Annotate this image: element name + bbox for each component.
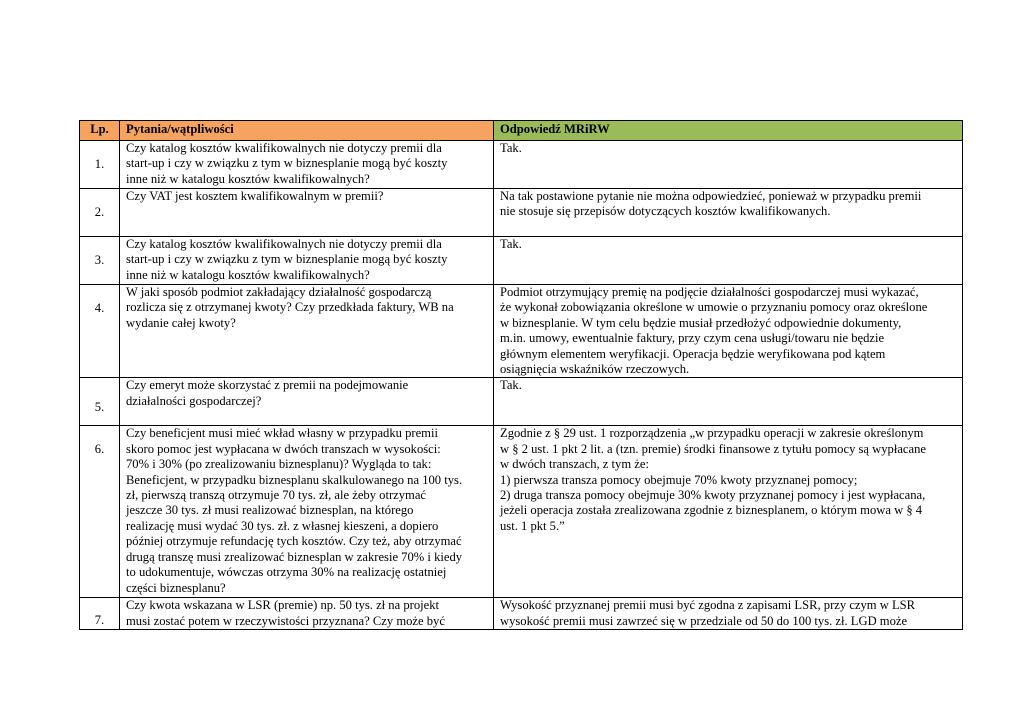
- question-text: Czy katalog kosztów kwalifikowalnych nie dotyczy premii dla start-up i czy w związku z tym w biznesplanie mogą być koszty inne niż w katalogu kosztów kwalifikowalnych?: [126, 237, 448, 282]
- answer-text: Tak.: [500, 141, 522, 155]
- question-text: Czy beneficjent musi mieć wkład własny w przypadku premii skoro pomoc jest wypłacana w dwóch transzach w wysokości: 70% i 30% (po zrealizowaniu biznesplanu)? Wygląda to tak: Beneficjent, w przypadku biznesplanu skalkulowanego na 100 tys. zł, pierwszą transzą otrzymuje 70 tys. zł, ale żeby otrzymać jeszcze 30 tys. zł musi realizować biznesplan, na którego realizację musi wydać 30 tys. zł. z własnej kieszeni, a dopiero później otrzymuje refundację tych kosztów. Czy też, aby otrzymać drugą transzę musi zrealizować biznesplan w zakresie 70% i kiedy to udokumentuje, wówczas otrzyma 30% na realizację ostatniej części biznesplanu?: [126, 426, 463, 595]
- answer-cell: [494, 426, 963, 598]
- question-text: Czy kwota wskazana w LSR (premie) np. 50 tys. zł na projekt musi zostać potem w rzeczywistości przyznana? Czy może być: [126, 598, 445, 628]
- question-text: Czy VAT jest kosztem kwalifikowalnym w premii?: [126, 189, 384, 203]
- table-row: [80, 378, 963, 426]
- answer-cell: [494, 285, 963, 378]
- question-text: W jaki sposób podmiot zakładający działalność gospodarczą rozlicza się z otrzymanej kwoty? Czy przedkłada faktury, WB na wydanie całej kwoty?: [126, 285, 454, 330]
- row-number: 4.: [80, 285, 120, 378]
- row-number: 1.: [80, 141, 120, 189]
- header-lp: Lp.: [80, 121, 120, 141]
- row-number: 7.: [80, 598, 120, 630]
- header-questions: Pytania/wątpliwości: [120, 121, 494, 141]
- answer-cell: [494, 189, 963, 237]
- question-cell: [120, 378, 494, 426]
- table-row: [80, 189, 963, 237]
- row-number: 6.: [80, 426, 120, 598]
- table-row: [80, 426, 963, 598]
- question-cell: [120, 237, 494, 285]
- table-row: [80, 598, 963, 630]
- answer-cell: [494, 598, 963, 630]
- answer-text: Zgodnie z § 29 ust. 1 rozporządzenia „w przypadku operacji w zakresie określonym w § 2 ust. 1 pkt 2 lit. a (tzn. premie) środki finansowe z tytułu pomocy są wypłacane w dwóch transzach, z tym że: 1) pierwsza transza pomocy obejmuje 70% kwoty przyznanej pomocy; 2) druga transza pomocy obejmuje 30% kwoty przyznanej pomocy i jest wypłacana, jeżeli operacja została zrealizowana zgodnie z biznesplanem, o którym mowa w § 4 ust. 1 pkt 5.”: [500, 426, 926, 533]
- row-number: 3.: [80, 237, 120, 285]
- question-text: Czy emeryt może skorzystać z premii na podejmowanie działalności gospodarczej?: [126, 378, 409, 408]
- answer-text: Tak.: [500, 237, 522, 251]
- question-cell: [120, 141, 494, 189]
- question-cell: [120, 285, 494, 378]
- answer-cell: [494, 378, 963, 426]
- row-number: 5.: [80, 378, 120, 426]
- answer-text: Podmiot otrzymujący premię na podjęcie działalności gospodarczej musi wykazać, że wykonał zobowiązania określone w umowie o przyznaniu pomocy oraz określone w biznesplanie. W tym celu będzie musiał przedłożyć odpowiednie dokumenty, m.in. umowy, ewentualnie faktury, przy czym cena usługi/towaru nie będzie głównym elementem weryfikacji. Operacja będzie weryfikowana pod kątem osiągnięcia wskaźników rzeczowych.: [500, 285, 928, 377]
- question-cell: [120, 598, 494, 630]
- row-number: 2.: [80, 189, 120, 237]
- table-row: [80, 237, 963, 285]
- table-header-row: [80, 121, 963, 141]
- answer-cell: [494, 237, 963, 285]
- question-cell: [120, 189, 494, 237]
- answer-text: Tak.: [500, 378, 522, 393]
- question-text: Czy katalog kosztów kwalifikowalnych nie dotyczy premii dla start-up i czy w związku z tym w biznesplanie mogą być koszty inne niż w katalogu kosztów kwalifikowalnych?: [126, 141, 448, 186]
- answer-cell: [494, 141, 963, 189]
- table-row: [80, 141, 963, 189]
- table-row: [80, 285, 963, 378]
- answer-text: Na tak postawione pytanie nie można odpowiedzieć, ponieważ w przypadku premii nie stosuje się przepisów dotyczących kosztów kwalifikowanych.: [500, 189, 922, 219]
- header-answers: Odpowiedź MRiRW: [494, 121, 963, 141]
- question-cell: [120, 426, 494, 598]
- answer-text: Wysokość przyznanej premii musi być zgodna z zapisami LSR, przy czym w LSR wysokość premii musi zawrzeć się w przedziale od 50 do 100 tys. zł. LGD może: [500, 598, 916, 628]
- qa-table: [79, 120, 963, 630]
